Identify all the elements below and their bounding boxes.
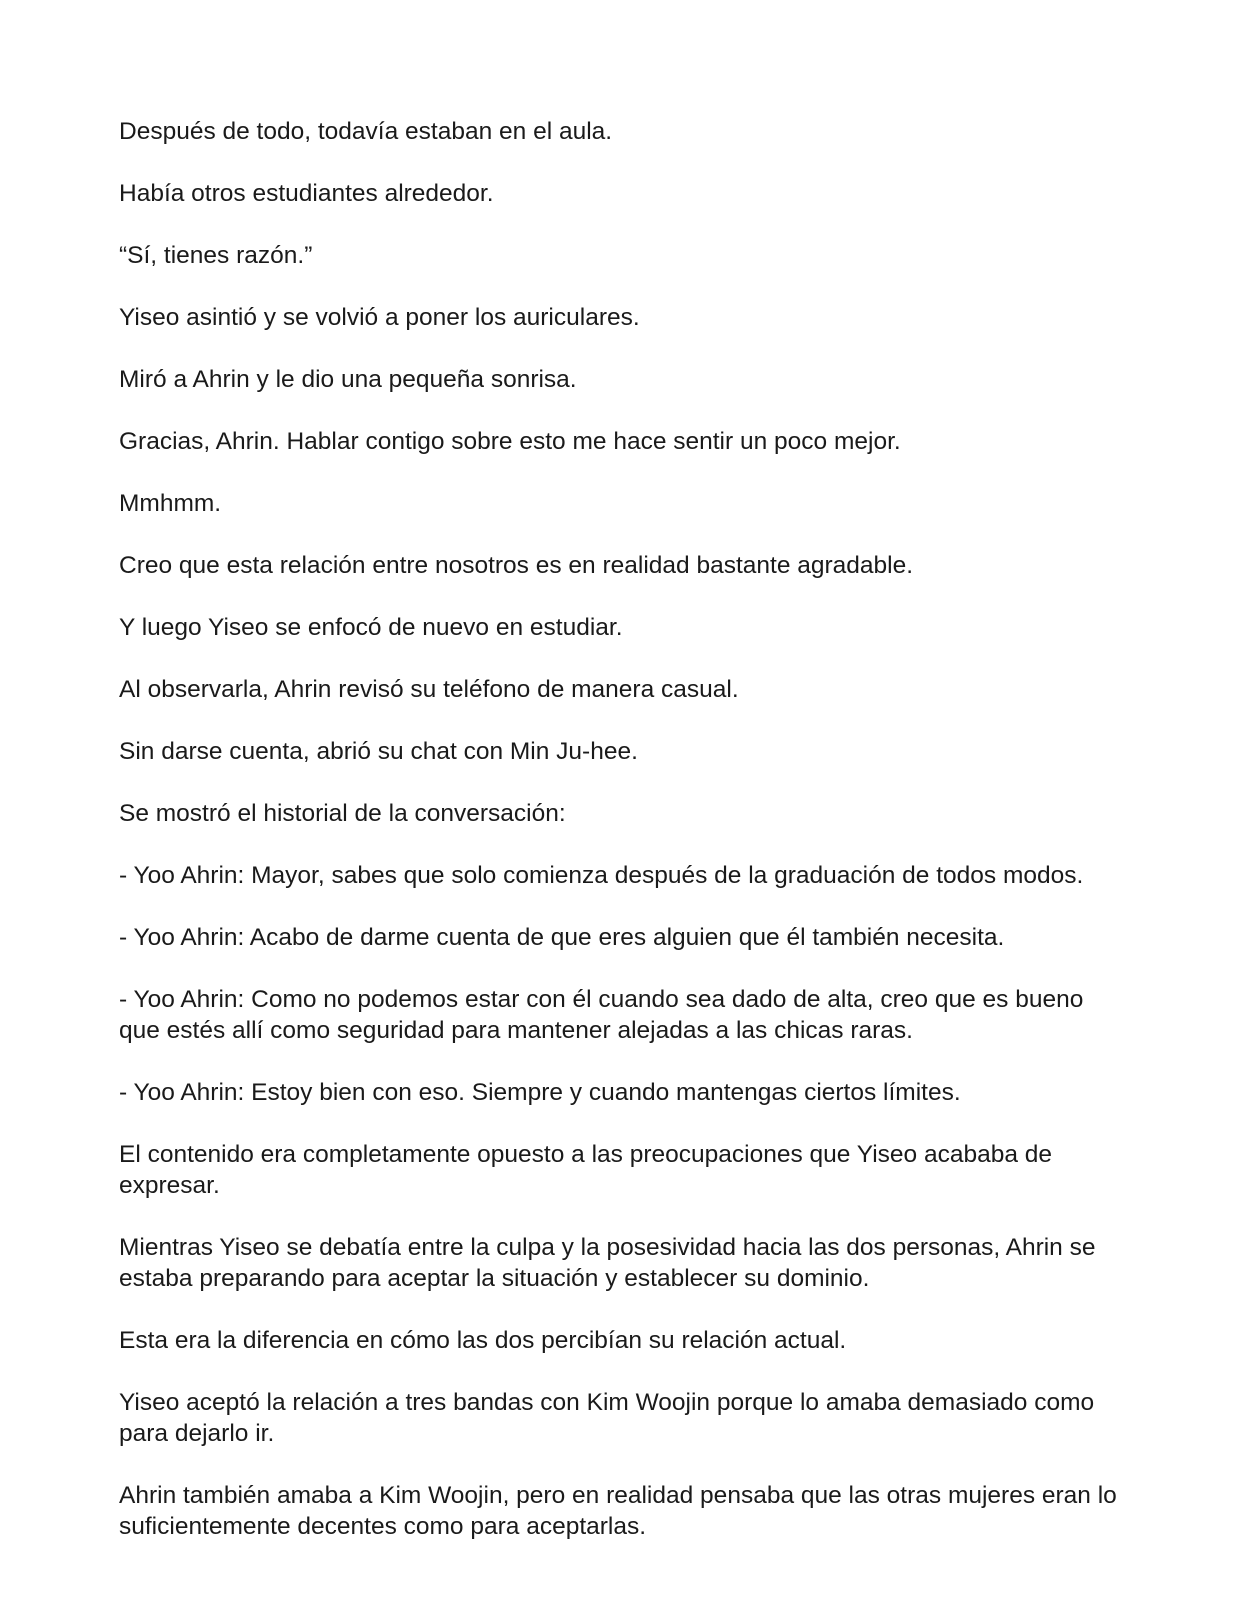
paragraph: Ahrin también amaba a Kim Woojin, pero en realidad pensaba que las otras mujeres eran lo suficientemente decentes como para aceptarlas. xyxy=(119,1482,1117,1540)
chat-message: - Yoo Ahrin: Estoy bien con eso. Siempre y cuando mantengas ciertos límites. xyxy=(119,1079,961,1106)
document-body xyxy=(119,116,1129,1573)
paragraph: Miró a Ahrin y le dio una pequeña sonrisa. xyxy=(119,366,577,393)
paragraph: Y luego Yiseo se enfocó de nuevo en estudiar. xyxy=(119,614,623,641)
paragraph: Mmhmm. xyxy=(119,490,222,517)
paragraph: Mientras Yiseo se debatía entre la culpa y la posesividad hacia las dos personas, Ahrin se estaba preparando para aceptar la situación y establecer su dominio. xyxy=(119,1234,1096,1292)
paragraph: Después de todo, todavía estaban en el aula. xyxy=(119,118,613,145)
paragraph: Esta era la diferencia en cómo las dos percibían su relación actual. xyxy=(119,1327,847,1354)
paragraph: Al observarla, Ahrin revisó su teléfono de manera casual. xyxy=(119,676,739,703)
paragraph: Gracias, Ahrin. Hablar contigo sobre esto me hace sentir un poco mejor. xyxy=(119,428,901,455)
chat-message: - Yoo Ahrin: Acabo de darme cuenta de que eres alguien que él también necesita. xyxy=(119,924,1005,951)
chat-message: - Yoo Ahrin: Mayor, sabes que solo comienza después de la graduación de todos modos. xyxy=(119,862,1084,889)
paragraph: Se mostró el historial de la conversación: xyxy=(119,800,566,827)
paragraph: Creo que esta relación entre nosotros es en realidad bastante agradable. xyxy=(119,552,914,579)
paragraph: Sin darse cuenta, abrió su chat con Min Ju-hee. xyxy=(119,738,638,765)
paragraph: Había otros estudiantes alrededor. xyxy=(119,180,494,207)
paragraph: El contenido era completamente opuesto a las preocupaciones que Yiseo acababa de expresar. xyxy=(119,1141,1053,1199)
paragraph: Yiseo asintió y se volvió a poner los auriculares. xyxy=(119,304,640,331)
paragraph: Yiseo aceptó la relación a tres bandas con Kim Woojin porque lo amaba demasiado como para dejarlo ir. xyxy=(119,1389,1095,1447)
paragraph: “Sí, tienes razón.” xyxy=(119,242,313,269)
chat-message: - Yoo Ahrin: Como no podemos estar con él cuando sea dado de alta, creo que es bueno que estés allí como seguridad para mantener alejadas a las chicas raras. xyxy=(119,986,1084,1044)
